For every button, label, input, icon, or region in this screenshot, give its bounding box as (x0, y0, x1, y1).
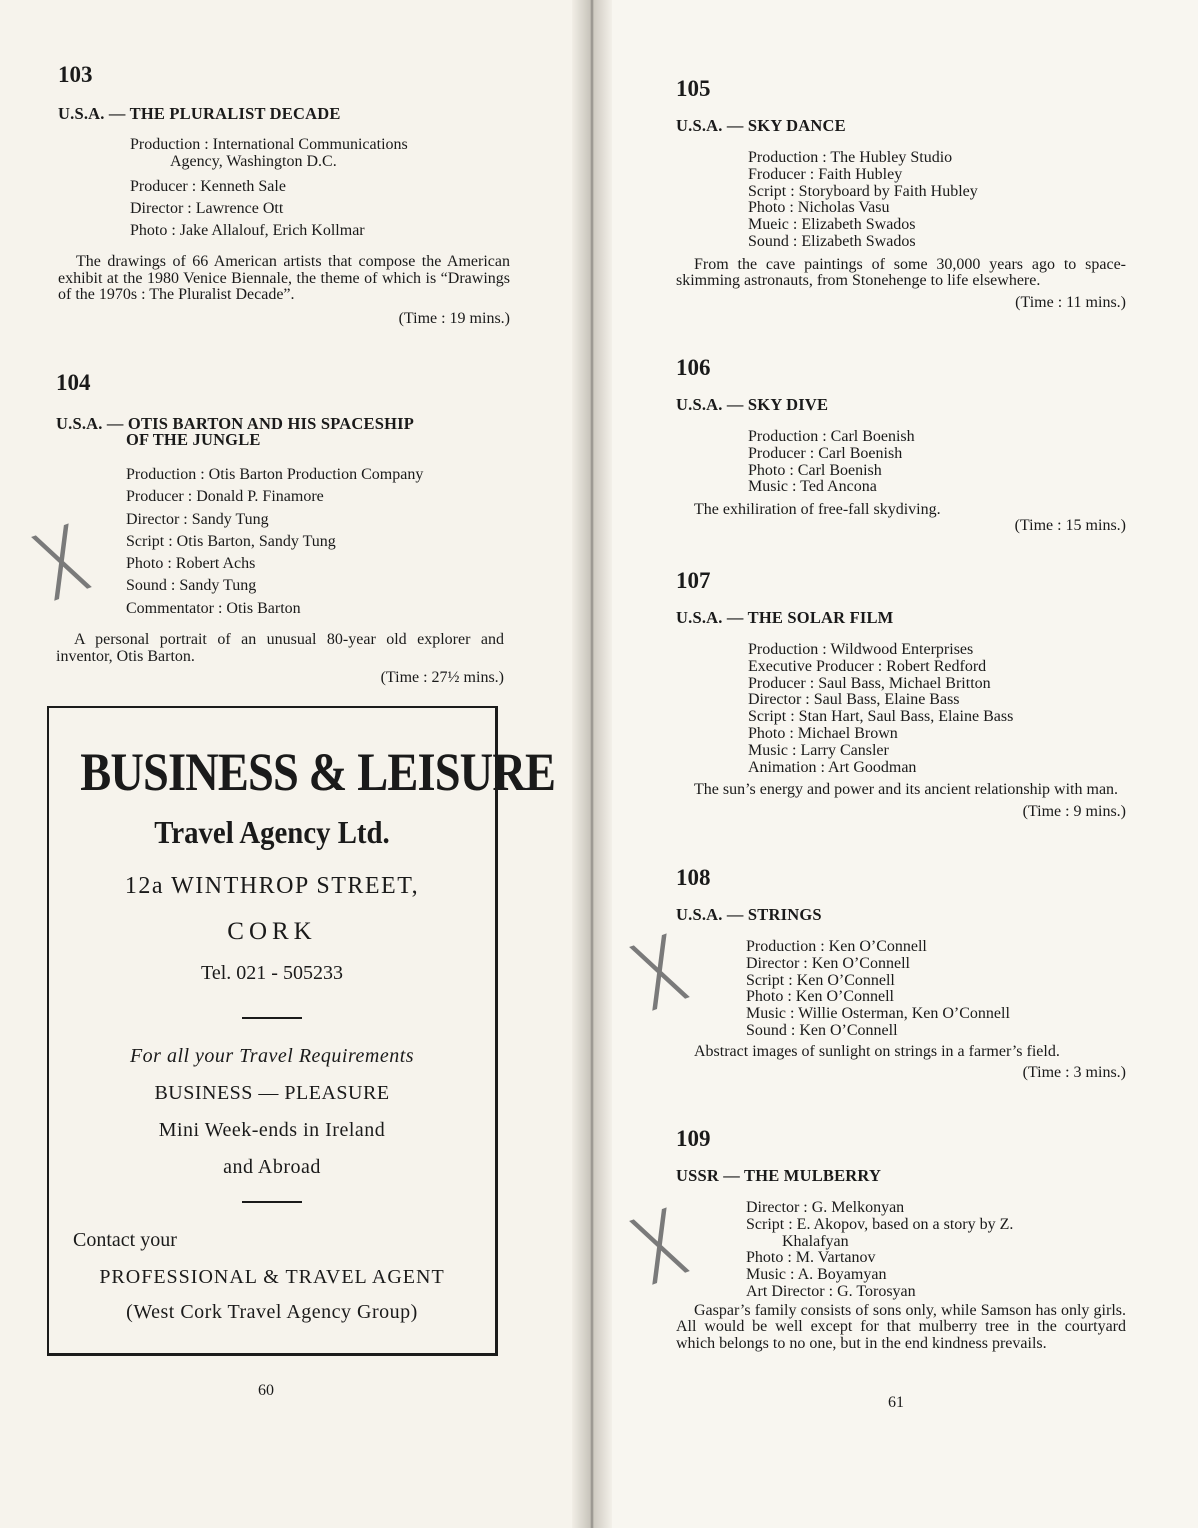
credit-line: Production : Otis Barton Production Company (126, 466, 424, 483)
ad-line-2: Mini Week-ends in Ireland (158, 1119, 386, 1141)
entry-105 (676, 76, 1126, 312)
entry-number: 103 (58, 62, 93, 87)
credit-line: Animation : Art Goodman (748, 758, 917, 776)
credit-line: Director : G. Melkonyan (746, 1199, 905, 1216)
entry-number: 108 (676, 865, 711, 890)
left-page (0, 0, 590, 1528)
credit-line: Production : Wildwood Enterprises (748, 641, 974, 658)
credit-line: Script : Ken O’Connell (746, 971, 895, 989)
ad-telephone: Tel. 021 - 505233 (201, 962, 343, 984)
credit-line: Director : Ken O’Connell (746, 954, 910, 972)
credit-line: Sound : Elizabeth Swados (748, 232, 916, 250)
credit-line: Production : Carl Boenish (748, 428, 915, 445)
entry-time: (Time : 15 mins.) (1014, 516, 1126, 534)
credit-line: Music : A. Boyamyan (746, 1266, 887, 1284)
handwritten-x-mark: ╳ (631, 934, 688, 1010)
credits-list (748, 429, 1126, 496)
credit-line: Mueic : Elizabeth Swados (748, 216, 916, 234)
entry-103 (58, 62, 510, 328)
entry-description: From the cave paintings of some 30,000 years ago to space-skimming astronauts, from Stonehenge to life elsewhere. (676, 255, 1126, 290)
credits-list (746, 1200, 1126, 1301)
ad-divider (242, 1017, 302, 1019)
ad-tagline: For all your Travel Requirements (129, 1045, 415, 1067)
ad-city: CORK (227, 918, 317, 945)
entry-number: 104 (56, 370, 91, 395)
credit-line: Director : Saul Bass, Elaine Bass (748, 691, 960, 709)
credit-line: Director : Sandy Tung (126, 510, 269, 528)
entry-108 (676, 865, 1126, 1082)
entry-title: U.S.A. — STRINGS (676, 905, 822, 924)
credit-line: Script : Stan Hart, Saul Bass, Elaine Bass (748, 708, 1014, 726)
book-gutter (572, 0, 612, 1528)
credit-line: Photo : M. Vartanov (746, 1249, 876, 1267)
credit-line: Photo : Robert Achs (126, 555, 256, 573)
entry-107 (676, 568, 1126, 821)
ad-line-1: BUSINESS — PLEASURE (154, 1082, 390, 1104)
entry-number: 106 (676, 355, 711, 380)
entry-104 (56, 370, 504, 687)
credit-line: Art Director : G. Torosyan (746, 1282, 916, 1300)
credit-line: Script : Storyboard by Faith Hubley (748, 182, 978, 200)
credit-line: Executive Producer : Robert Redford (748, 657, 987, 675)
entry-time: (Time : 27½ mins.) (380, 669, 504, 687)
entry-description: Abstract images of sunlight on strings in a farmer’s field. (694, 1042, 1060, 1060)
credits-list (748, 150, 1126, 251)
credit-line: Director : Lawrence Ott (130, 200, 284, 217)
credit-line: Sound : Ken O’Connell (746, 1021, 898, 1039)
credit-line: Production : Ken O’Connell (746, 938, 927, 955)
entry-number: 109 (676, 1126, 711, 1151)
ad-divider (242, 1201, 302, 1203)
credit-line: Photo : Michael Brown (748, 724, 898, 742)
credits-list (126, 464, 504, 620)
credit-line: Commentator : Otis Barton (126, 599, 301, 617)
entry-106 (676, 355, 1126, 535)
entry-number: 107 (676, 568, 711, 593)
credit-line: Froducer : Faith Hubley (748, 165, 903, 183)
credits-list (748, 642, 1126, 776)
entry-description: A personal portrait of an unusual 80-year old explorer and inventor, Otis Barton. (56, 631, 504, 665)
entry-109 (676, 1126, 1126, 1352)
credit-line: Photo : Ken O’Connell (746, 988, 894, 1006)
credit-line: Music : Ted Ancona (748, 478, 877, 496)
page-number: 60 (258, 1382, 274, 1399)
handwritten-x-mark: ╳ (631, 1208, 688, 1284)
entry-description: The drawings of 66 American artists that compose the American exhibit at the 1980 Venice Biennale, the theme of which is “Drawings of the 1970s : The Pluralist Decade”. (58, 253, 510, 303)
entry-title: U.S.A. — THE SOLAR FILM (676, 608, 894, 627)
credit-line: Production : International Communications Agency, Washington D.C. (130, 136, 408, 170)
entry-time: (Time : 9 mins.) (1022, 802, 1126, 820)
page-number: 61 (888, 1394, 904, 1411)
credit-line: Script : E. Akopov, based on a story by Z. Khalafyan (746, 1215, 1014, 1250)
ad-group: (West Cork Travel Agency Group) (126, 1301, 418, 1323)
credit-line: Producer : Donald P. Finamore (126, 488, 324, 506)
entry-description: The sun’s energy and power and its ancient relationship with man. (694, 781, 1119, 799)
ad-contact: Contact your (73, 1229, 177, 1251)
ad-address: 12a WINTHROP STREET, (124, 873, 420, 899)
credit-line: Producer : Kenneth Sale (130, 178, 286, 195)
ad-subheadline: Travel Agency Ltd. (154, 814, 390, 850)
credit-line: Producer : Carl Boenish (748, 444, 903, 462)
handwritten-x-mark: ╳ (33, 524, 90, 600)
credit-line: Music : Willie Osterman, Ken O’Connell (746, 1005, 1010, 1023)
credit-line: Photo : Carl Boenish (748, 461, 882, 479)
ad-agent: PROFESSIONAL & TRAVEL AGENT (99, 1266, 445, 1288)
entry-time: (Time : 11 mins.) (1015, 293, 1126, 311)
entry-title: U.S.A. — SKY DIVE (676, 395, 829, 414)
credit-line: Production : The Hubley Studio (748, 149, 953, 166)
credit-line: Photo : Jake Allalouf, Erich Kollmar (130, 222, 365, 239)
ad-headline: BUSINESS & LEISURE (80, 742, 556, 802)
right-page (590, 0, 1198, 1528)
ad-line-3: and Abroad (223, 1156, 321, 1178)
credit-line: Script : Otis Barton, Sandy Tung (126, 532, 336, 550)
credit-line: Photo : Nicholas Vasu (748, 199, 890, 217)
entry-number: 105 (676, 76, 711, 101)
entry-title: U.S.A. — THE PLURALIST DECADE (58, 104, 341, 123)
advertisement-box (47, 706, 556, 1356)
entry-time: (Time : 19 mins.) (398, 309, 510, 327)
credit-line: Music : Larry Cansler (748, 741, 889, 759)
entry-description: Gaspar’s family consists of sons only, while Samson has only girls. All would be well except for that mulberry tree in the courtyard which belongs to no one, but in the end kindness prevails. (676, 1301, 1126, 1352)
credit-line: Producer : Saul Bass, Michael Britton (748, 674, 991, 692)
entry-title: USSR — THE MULBERRY (676, 1166, 882, 1185)
credits-list (746, 939, 1126, 1040)
entry-time: (Time : 3 mins.) (1022, 1064, 1126, 1082)
credits-list (130, 136, 510, 242)
credit-line: Sound : Sandy Tung (126, 577, 257, 595)
entry-title: U.S.A. — SKY DANCE (676, 116, 846, 135)
entry-title: U.S.A. — OTIS BARTON AND HIS SPACESHIP OF THE JUNGLE (56, 414, 415, 449)
entry-description: The exhiliration of free-fall skydiving. (694, 501, 941, 519)
